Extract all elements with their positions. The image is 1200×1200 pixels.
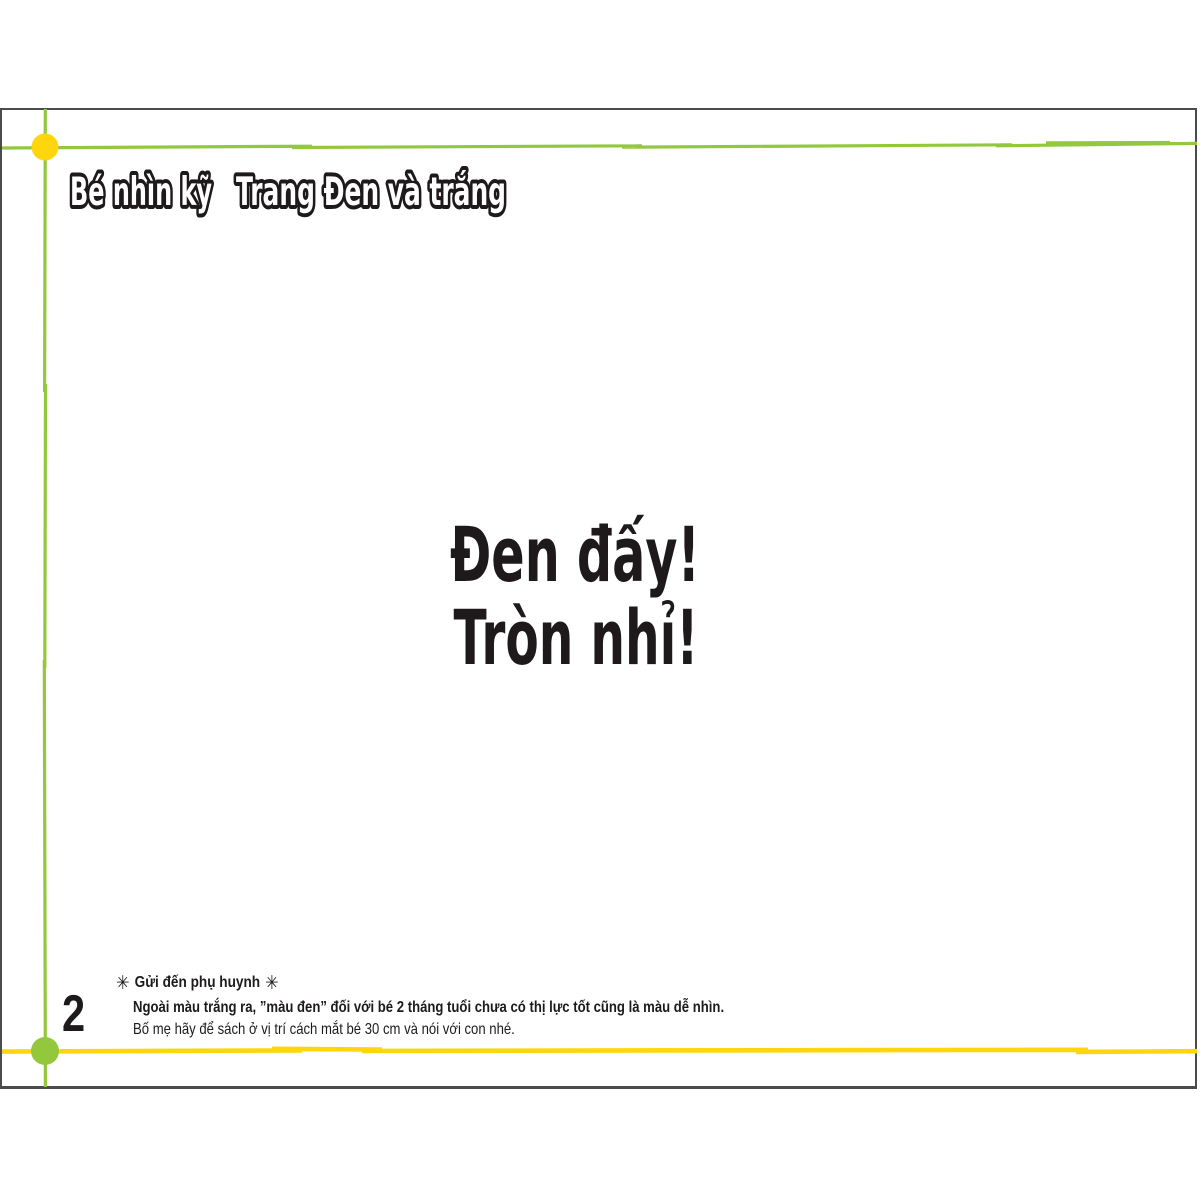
parent-note [116, 971, 854, 1041]
trim-line-horizontal-yellow [2, 1049, 1197, 1052]
asterisk-icon: ✳ [265, 971, 279, 994]
asterisk-icon: ✳ [116, 971, 130, 994]
parent-note-heading: Gửi đến phụ huynh [134, 974, 261, 991]
main-caption-line-2: Tròn nhỉ! [453, 593, 699, 682]
parent-note-line-2: Bố mẹ hãy để sách ở vị trí cách mắt bé 30 cm và nói với con nhé. [133, 1021, 515, 1038]
trim-line-horizontal-green [2, 143, 1197, 149]
page-number: 2 [62, 985, 86, 1043]
header-series-title: Bé nhìn kỹ [70, 170, 212, 215]
trim-line-vertical-green [44, 109, 45, 1087]
header-page-title: Trang Đen và trắng [236, 170, 506, 215]
registration-dot-yellow [32, 134, 59, 161]
parent-note-line-1: Ngoài màu trắng ra, ”màu đen” đối với bé 2 tháng tuổi chưa có thị lực tốt cũng là màu dễ nhìn. [133, 999, 725, 1016]
main-caption-line-1: Đen đấy! [450, 510, 700, 599]
registration-dot-green [31, 1037, 59, 1065]
parent-note-heading-row [116, 971, 743, 995]
